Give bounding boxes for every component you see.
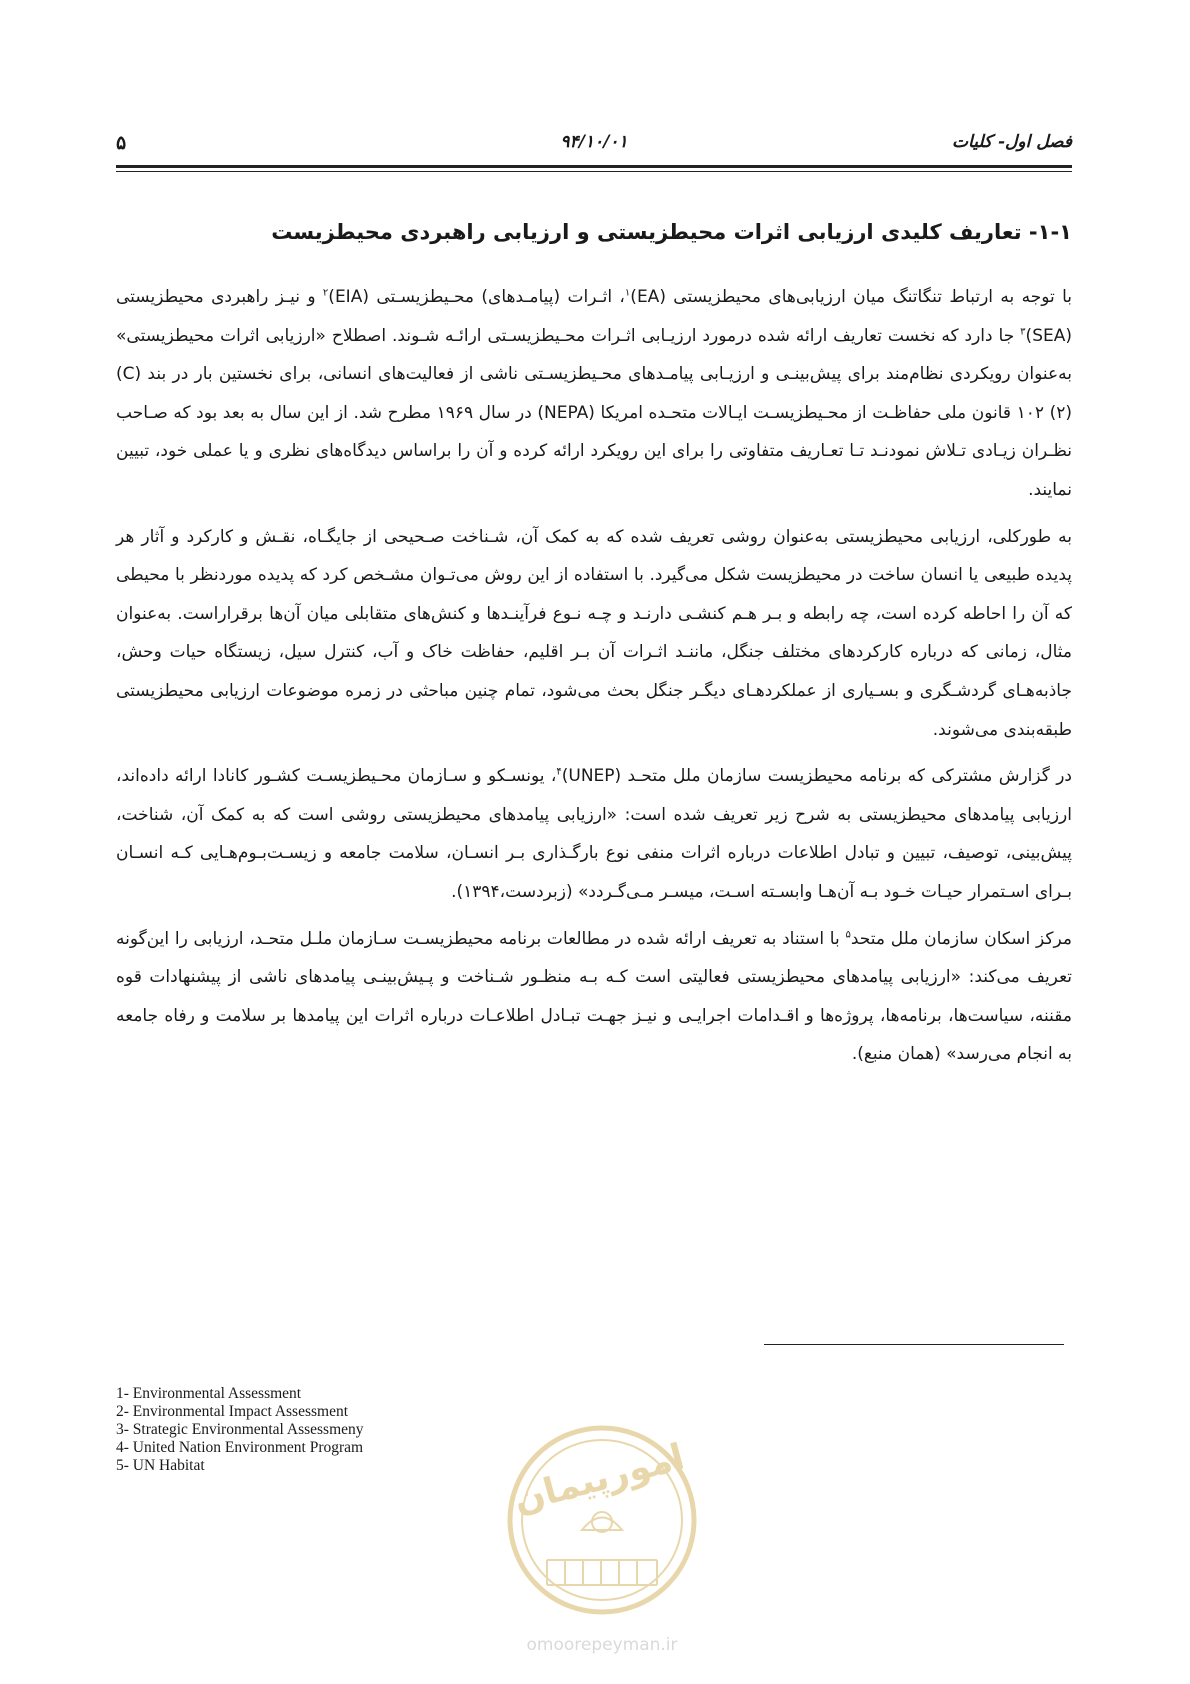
watermark-logo [487, 1410, 717, 1660]
p1-part-a: با توجه به ارتباط تنگاتنگ میان ارزیابی‌های محیطزیستی (EA) [630, 287, 1073, 307]
chapter-title: فصل اول- کلیات [952, 132, 1072, 152]
footnote-ref-3: ۳ [1020, 325, 1026, 337]
p1-part-c: و نیـز راهبردی محیطزیستی (SEA) [116, 287, 1072, 346]
section-title: ۱-۱- تعاریف کلیدی ارزیابی اثرات محیطزیستی و ارزیابی راهبردی محیطزیست [271, 220, 1072, 244]
watermark-url: omoorepeyman.ir [526, 1635, 678, 1655]
header-rule-thick [116, 165, 1072, 168]
footnote-5: 5- UN Habitat [116, 1457, 205, 1474]
body-text [116, 278, 1072, 1082]
footnote-4: 4- United Nation Environment Program [116, 1439, 364, 1456]
footnote-2: 2- Environmental Impact Assessment [116, 1403, 349, 1420]
footnote-3: 3- Strategic Environmental Assessmeny [116, 1421, 364, 1438]
paragraph-3 [116, 757, 1072, 911]
paragraph-4 [116, 920, 1072, 1074]
page-header [116, 128, 1072, 158]
paragraph-2: به طورکلی، ارزیابی محیطزیستی به‌عنوان روشی تعریف شده که به کمک آن، شـناخت صـحیحی از جایگـاه، نقـش و کارکرد و آثار هر پدیده طبیعی یا انسان ساخت در محیطزیست شکل می‌گیرد. با استفاده از این روش می‌تـوان مشـخص کرد که پدیده موردنظر با محیطی که آن را احاطه کرده است، چه رابطه و بـر هـم کنشـی دارنـد و چـه نـوع فرآینـدها و کنش‌های متقابلی میان آن‌ها برقراراست. به‌عنوان مثال، زمانی که درباره کارکردهای مختلف جنگل، ماننـد اثـرات آن بـر اقلیم، حفاظت خاک و آب، کنترل سیل، زیستگاه حیات وحش، جاذبه‌هـای گردشـگری و بسـیاری از عملکردهـای دیگـر جنگل بحث می‌شود، تمام چنین مباحثی در زمره موضوعات ارزیابی محیطزیستی طبقه‌بندی می‌شوند. [116, 526, 1072, 740]
p3-part-b: ، یونسـکو و سـازمان محـیطزیسـت کشـور کانادا ارائه داده‌اند، ارزیابی پیامدهای محیطزیستی به شرح زیر تعریف شده است: «ارزیابی پیامدهای محیطزیستی روشی است که به کمک آن، شناخت، پیش‌بینی، توصیف، تبیین و تبادل اطلاعات درباره اثرات منفی نوع بارگـذاری بـر انسـان، سلامت جامعه و زیسـت‌بـوم‌هـایی کـه انسـان بـرای اسـتمرار حیـات خـود بـه آن‌هـا وابسـته اسـت، میسـر مـی‌گـردد» (زبردست،۱۳۹۴). [116, 766, 1072, 902]
p4-part-b: با استناد به تعریف ارائه شده در مطالعات برنامه محیطزیسـت سـازمان ملـل متحـد، ارزیابی را این‌گونه تعریف می‌کند: «ارزیابی پیامدهای محیطزیستی فعالیتی است کـه بـه منظـور شـناخت و پـیش‌بینـی پیامدهای ناشی از پیشنهادات قوه مقننه، سیاست‌ها، برنامه‌ها، پروژه‌ها و اقـدامات اجرایـی و نیـز جهـت تبـادل اطلاعـات درباره اثرات این پیامدها بر سلامت و رفاه جامعه به انجام می‌رسد» (همان منبع). [116, 928, 1072, 1065]
footnote-ref-4: ۴ [556, 766, 562, 778]
watermark-logo-text: امورپیمان [509, 1436, 689, 1522]
p1-part-b: ، اثـرات (پیامـدهای) محـیطزیسـتی (EIA) [328, 287, 625, 307]
footnote-1: 1- Environmental Assessment [116, 1385, 302, 1402]
footnote-ref-1: ۱ [624, 287, 631, 299]
p4-part-a: مرکز اسکان سازمان ملل متحد [850, 928, 1072, 949]
footnote-ref-2: ۲ [322, 287, 329, 299]
p1-part-d: جا دارد که نخست تعاریف ارائه شده درمورد ارزیـابی اثـرات محـیطزیسـتی ارائـه شـوند. اصطلاح «ارزیابی اثرات محیطزیستی» به‌عنوان رویکردی نظام‌مند برای پیش‌بینـی و ارزیـابی پیامـدهای محـیطزیسـتی ناشی از فعالیت‌های انسانی، برای نخستین بار در بند (C)(۲) ۱۰۲ قانون ملی حفاظـت از محـیطزیسـت ایـالات متحـده امریکا (NEPA) در سال ۱۹۶۹ مطرح شد. از این سال به بعد بود که صـاحب نظـران زیـادی تـلاش نمودنـد تـا تعـاریف متفاوتی را برای این رویکرد ارائه کرده و آن را براساس دیدگاه‌های نظری و یا عملی خود، تبیین نمایند. [116, 325, 1072, 500]
document-code: ۹۴/۱۰/۰۱ [560, 132, 628, 152]
footnote-ref-5: ۵ [845, 928, 851, 940]
footnote-separator [764, 1344, 1064, 1345]
page-number: ۵ [116, 132, 127, 154]
p3-part-a: در گزارش مشترکی که برنامه محیطزیست سازمان ملل متحـد (UNEP) [561, 766, 1072, 787]
paragraph-1 [116, 278, 1072, 510]
header-rule-thin [116, 171, 1072, 172]
